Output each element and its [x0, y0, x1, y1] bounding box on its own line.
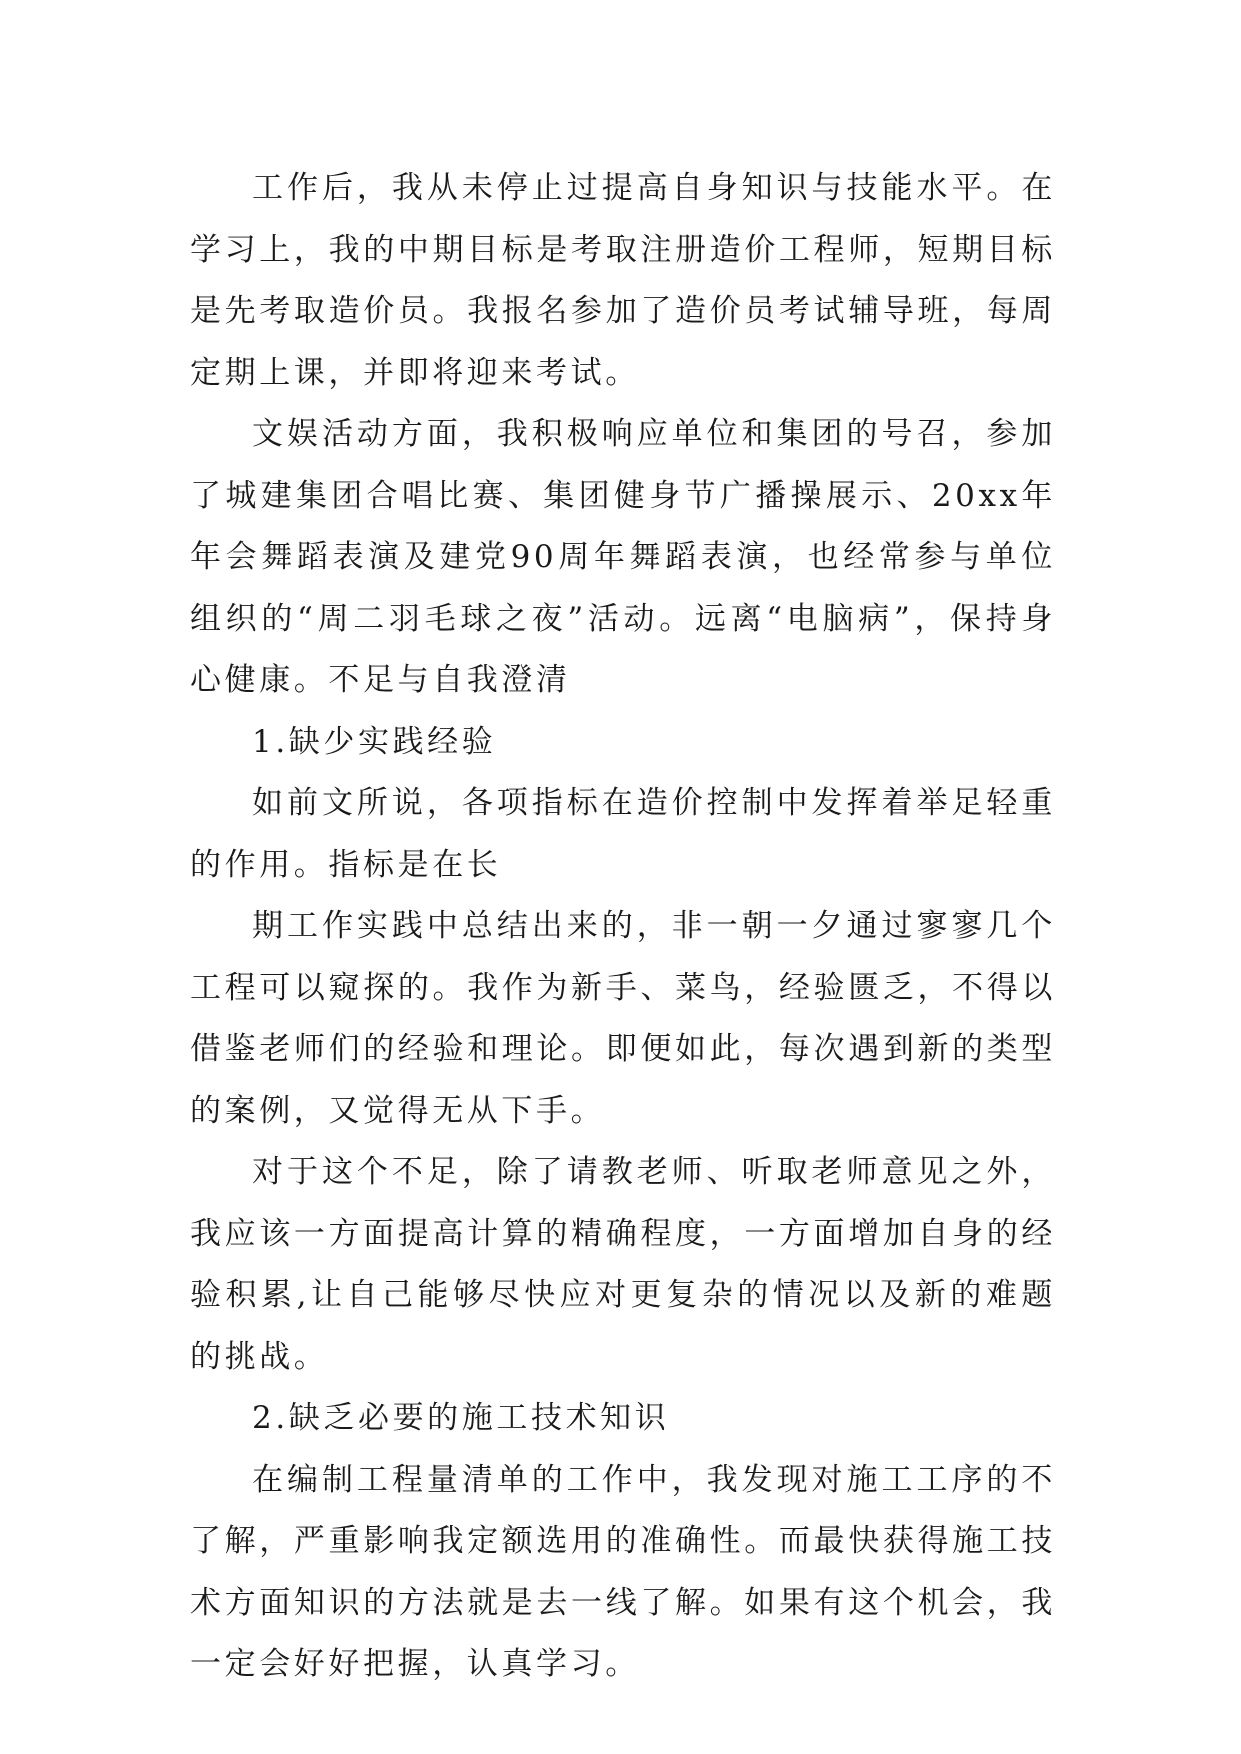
- document-body: [190, 158, 1056, 1696]
- heading-lack-of-construction-knowledge: 2.缺乏必要的施工技术知识: [252, 1400, 670, 1436]
- paragraph-indicators: 如前文所说，各项指标在造价控制中发挥着举足轻重的作用。指标是在长: [190, 785, 1056, 883]
- heading-lack-of-experience: 1.缺少实践经验: [252, 723, 497, 760]
- paragraph-study-goals: 工作后，我从未停止过提高自身知识与技能水平。在学习上，我的中期目标是考取注册造价工程师，短期目标是先考取造价员。我报名参加了造价员考试辅导班，每周定期上课，并即将迎来考试。: [190, 170, 1056, 391]
- paragraph-practice: 期工作实践中总结出来的，非一朝一夕通过寥寥几个工程可以窥探的。我作为新手、菜鸟，经验匮乏，不得以借鉴老师们的经验和理论。即便如此，每次遇到新的类型的案例，又觉得无从下手。: [190, 908, 1056, 1129]
- paragraph-construction-knowledge: 在编制工程量清单的工作中，我发现对施工工序的不了解，严重影响我定额选用的准确性。而最快获得施工技术方面知识的方法就是去一线了解。如果有这个机会，我一定会好好把握，认真学习。: [190, 1461, 1056, 1682]
- paragraph-improvement: 对于这个不足，除了请教老师、听取老师意见之外，我应该一方面提高计算的精确程度，一方面增加自身的经验积累,让自己能够尽快应对更复杂的情况以及新的难题的挑战。: [190, 1154, 1056, 1375]
- paragraph-recreation: 文娱活动方面，我积极响应单位和集团的号召，参加了城建集团合唱比赛、集团健身节广播操展示、20xx年年会舞蹈表演及建党90周年舞蹈表演，也经常参与单位组织的“周二羽毛球之夜”活动。远离“电脑病”，保持身心健康。不足与自我澄清: [190, 416, 1056, 698]
